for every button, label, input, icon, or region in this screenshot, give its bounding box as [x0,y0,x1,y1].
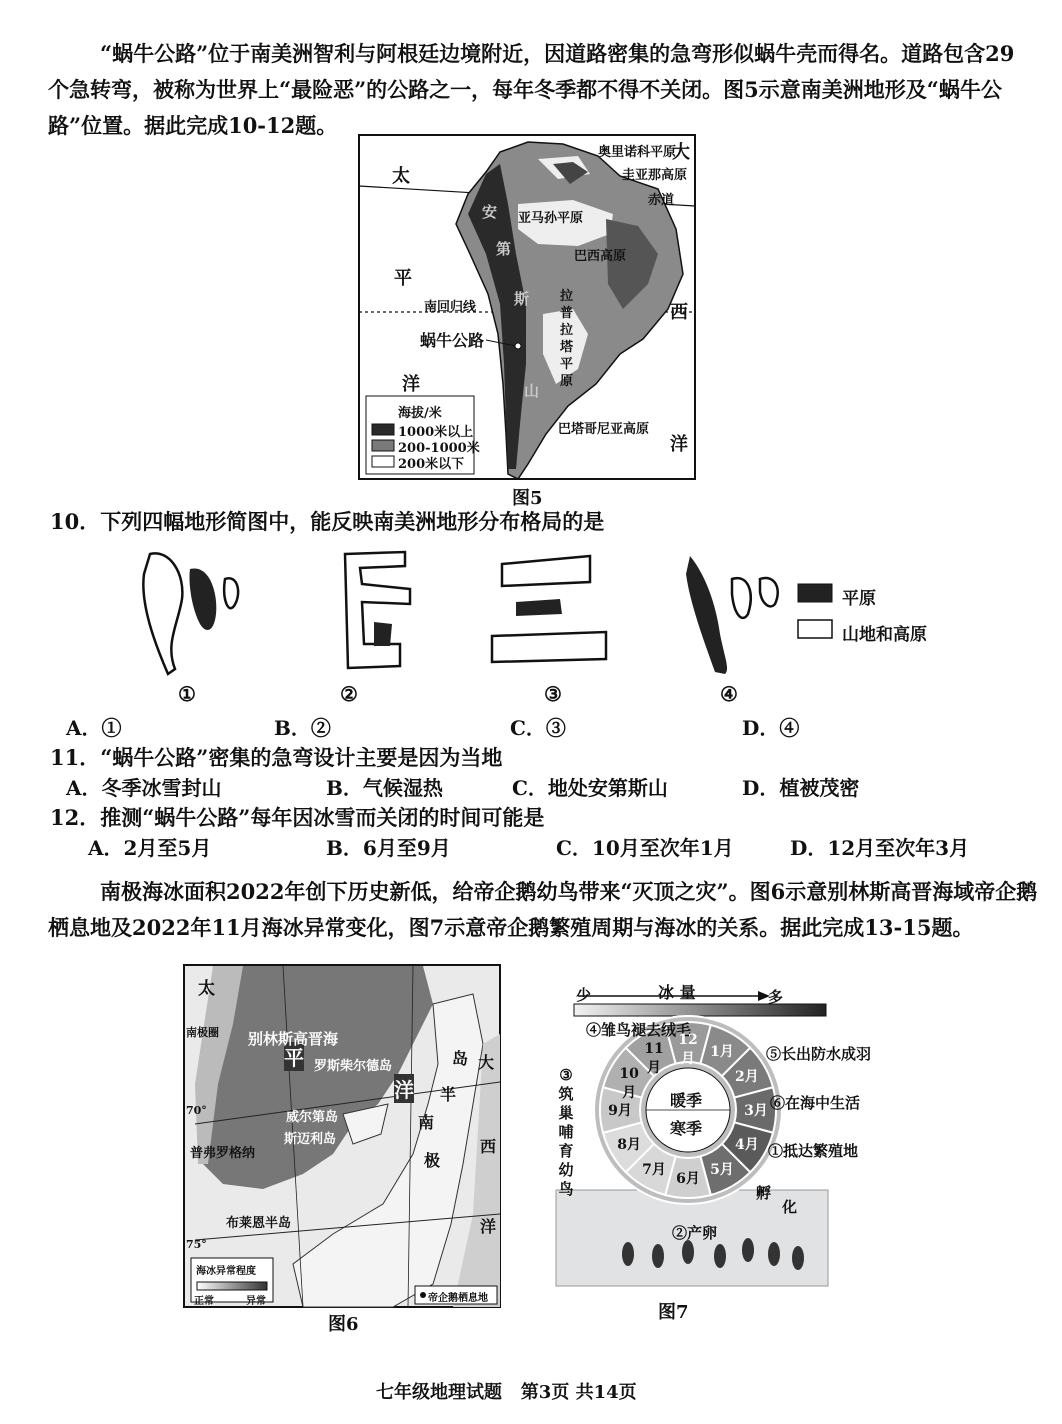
intro-paragraph-snail-road: “蜗牛公路”位于南美洲智利与阿根廷边境附近，因道路密集的急弯形似蜗牛壳而得名。道路包含29个急转弯，被称为世界上“最险恶”的公路之一，每年冬季都不得不关闭。图5示意南美洲地形及“蜗牛公路”位置。据此完成10-12题。 [48,41,1015,138]
month-label: 11月 [644,1041,664,1077]
fig6-label-lat70: 70° [186,1104,207,1117]
fig6-label-peninsula-4: 岛 [452,1049,469,1068]
month-label: 12月 [678,1032,698,1067]
fig7-stage-4: ④雏鸟褪去绒毛 [586,1021,692,1039]
fig7-label-less: 少 [576,986,592,1004]
fig6-legend-normal: 正常 [194,1296,214,1307]
q10-figure-label-3: ③ [544,682,562,706]
fig6-legend-abnormal: 异常 [246,1296,266,1307]
month-label: 4月 [735,1137,759,1153]
fig7-stage-3-c4: 育 [558,1142,574,1160]
sketch-3-upland-north [502,556,590,586]
sketch-3-plain [516,599,562,616]
ice-amount-bar [574,1004,826,1016]
label-orinoco-plain: 奥里诺科平原 [598,145,677,160]
fig7-stage-3-c1: 筑 [558,1085,574,1103]
penguin-site-icon [420,1292,426,1298]
sketch-3-upland-south [492,632,606,662]
fig5-legend-title: 海拔/米 [398,406,442,421]
month-label: 3月 [744,1103,768,1119]
q10-legend-upland-label: 山地和高原 [842,625,927,645]
label-andes-3: 斯 [514,290,530,308]
label-patagonia-plateau: 巴塔哥尼亚高原 [558,422,650,437]
label-pacific-1: 太 [392,166,410,187]
q10-legend-upland-swatch [798,620,832,638]
fig7-stage-2: ②产卵 [672,1224,718,1242]
label-guiana-highland: 圭亚那高原 [622,168,688,183]
fig6-label-antarctic-circle: 南极圈 [186,1026,219,1039]
intro-paragraph-penguin: 南极海冰面积2022年创下历史新低，给帝企鹅幼鸟带来“灭顶之灾”。图6示意别林斯高晋海域帝企鹅栖息地及2022年11月海冰异常变化，图7示意帝企鹅繁殖周期与海冰的关系。据此完成13-15题。 [48,879,1038,940]
q11-option-c[interactable]: C．地处安第斯山 [512,776,668,800]
fig7-stage-6: ⑥在海中生活 [770,1094,861,1112]
fig5-legend-item-mid: 200-1000米 [398,441,480,456]
fig6-legend-penguin-label: 帝企鹅栖息地 [428,1293,488,1304]
fig6-label-atlantic-1: 大 [478,1053,495,1072]
question-12-stem: 12．推测“蜗牛公路”每年因冰雪而关闭的时间可能是 [50,805,545,830]
fig6-label-ellsworth: 普弗罗格纳 [190,1146,256,1161]
snail-road-marker [515,343,521,349]
fig6-label-peninsula-2: 极 [424,1151,441,1170]
fig6-legend-title: 海冰异常程度 [196,1266,256,1277]
fig7-hatch-2: 化 [782,1198,798,1216]
fig7-hatch-1: 孵 [756,1184,772,1202]
q11-option-a[interactable]: A．冬季冰雪封山 [66,776,222,800]
q10-option-c[interactable]: C．③ [510,716,566,740]
q12-option-c[interactable]: C．10月至次年1月 [556,836,734,860]
fig6-label-sea: 别林斯高晋海 [248,1030,339,1048]
label-equator: 赤道 [648,193,675,208]
sketch-4-upland [732,578,751,618]
month-label: 6月 [676,1171,700,1187]
label-atlantic-2: 西 [670,302,688,323]
fig6-label-atlantic-2: 西 [480,1137,497,1156]
month-label: 5月 [710,1161,734,1178]
q11-option-b[interactable]: B．气候湿热 [326,776,443,800]
month-label: 10月 [619,1066,639,1101]
label-pacific-2: 平 [394,268,412,289]
q10-figure-label-4: ④ [720,682,738,706]
fig6-label-wilkins: 威尔第岛 [286,1110,339,1125]
q10-legend-plain-label: 平原 [842,589,876,609]
q12-option-d[interactable]: D．12月至次年3月 [790,836,970,860]
fig6-label-roosevelt: 罗斯柴尔德岛 [314,1059,393,1074]
fig7-stage-1: ①抵达繁殖地 [768,1142,859,1160]
sketch-1-plain [189,568,216,630]
sketch-2-plain [374,622,392,646]
sketch-2-upland [345,552,410,668]
label-andes-2: 第 [496,240,512,258]
fig7-stage-3-c6: 鸟 [558,1180,574,1198]
q10-option-d[interactable]: D．④ [742,716,800,740]
label-atlantic-3: 洋 [670,434,688,455]
fig6-label-ping: 平 [284,1042,304,1071]
label-andes-4: 山 [524,382,540,400]
fig7-stage-3-num: ③ [559,1066,573,1084]
question-11-stem: 11．“蜗牛公路”密集的急弯设计主要是因为当地 [50,745,503,770]
fig7-cold-season: 寒季 [670,1119,703,1138]
label-tropic-capricorn: 南回归线 [424,300,477,315]
q10-figure-label-1: ① [178,682,196,706]
fig6-label-brian-peninsula: 布莱恩半岛 [226,1216,292,1231]
fig7-stage-3 [554,1066,578,1199]
question-10-stem: 10．下列四幅地形简图中，能反映南美洲地形分布格局的是 [50,509,605,534]
label-snail-road: 蜗牛公路 [420,331,485,350]
figure-7-caption: 图7 [658,1302,689,1323]
fig6-label-peninsula-3: 半 [440,1085,457,1104]
fig7-label-more: 多 [768,988,784,1006]
fig5-legend-item-low: 200米以下 [398,457,465,472]
sketch-1-west-upland [143,553,182,674]
q10-option-b[interactable]: B．② [274,716,331,740]
fig7-warm-season: 暖季 [670,1091,703,1110]
figure-5-caption: 图5 [512,488,543,509]
month-label: 7月 [642,1161,666,1178]
figure-6-bellingshausen-map [183,964,501,1308]
q10-figure-label-2: ② [340,682,358,706]
q12-option-b[interactable]: B．6月至9月 [326,836,451,860]
month-label: 1月 [710,1044,734,1061]
fig6-label-lat75: 75° [186,1238,207,1251]
q10-option-a[interactable]: A．① [66,716,122,740]
month-label: 8月 [617,1137,641,1153]
fig6-label-atlantic-3: 洋 [480,1217,497,1236]
fig5-legend-item-high: 1000米以上 [398,425,474,440]
sketch-4-east-upland [760,578,778,606]
fig7-stage-5: ⑤长出防水成羽 [766,1045,872,1063]
fig7-stage-3-c3: 哺 [558,1123,574,1141]
label-andes-1: 安 [482,203,498,221]
fig6-label-peninsula-1: 南 [418,1113,435,1132]
month-label: 2月 [735,1069,759,1085]
fig6-label-tai: 太 [198,979,215,999]
month-label: 9月 [608,1103,632,1119]
fig6-label-smyley: 斯迈利岛 [284,1132,337,1147]
label-brazil-highland: 巴西高原 [574,249,627,264]
q12-option-a[interactable]: A．2月至5月 [88,836,212,860]
q10-legend-plain-swatch [798,584,832,602]
page-footer: 七年级地理试题 第3页 共14页 [376,1382,637,1403]
q11-option-d[interactable]: D．植被茂密 [742,776,860,800]
label-laplata-plain: 拉普拉塔平原 [560,289,574,389]
figure-6-caption: 图6 [328,1314,359,1335]
sketch-1-east-upland [224,578,238,608]
label-pacific-3: 洋 [402,374,420,395]
label-atlantic-1: 大 [672,142,690,163]
fig6-label-yang: 洋 [394,1074,414,1103]
fig7-stage-3-c5: 幼 [558,1161,574,1179]
sketch-4-west-plain [686,556,727,674]
fig7-label-ice: 冰 量 [658,983,696,1002]
fig7-stage-3-c2: 巢 [558,1104,574,1122]
label-amazon-plain: 亚马孙平原 [518,211,584,226]
